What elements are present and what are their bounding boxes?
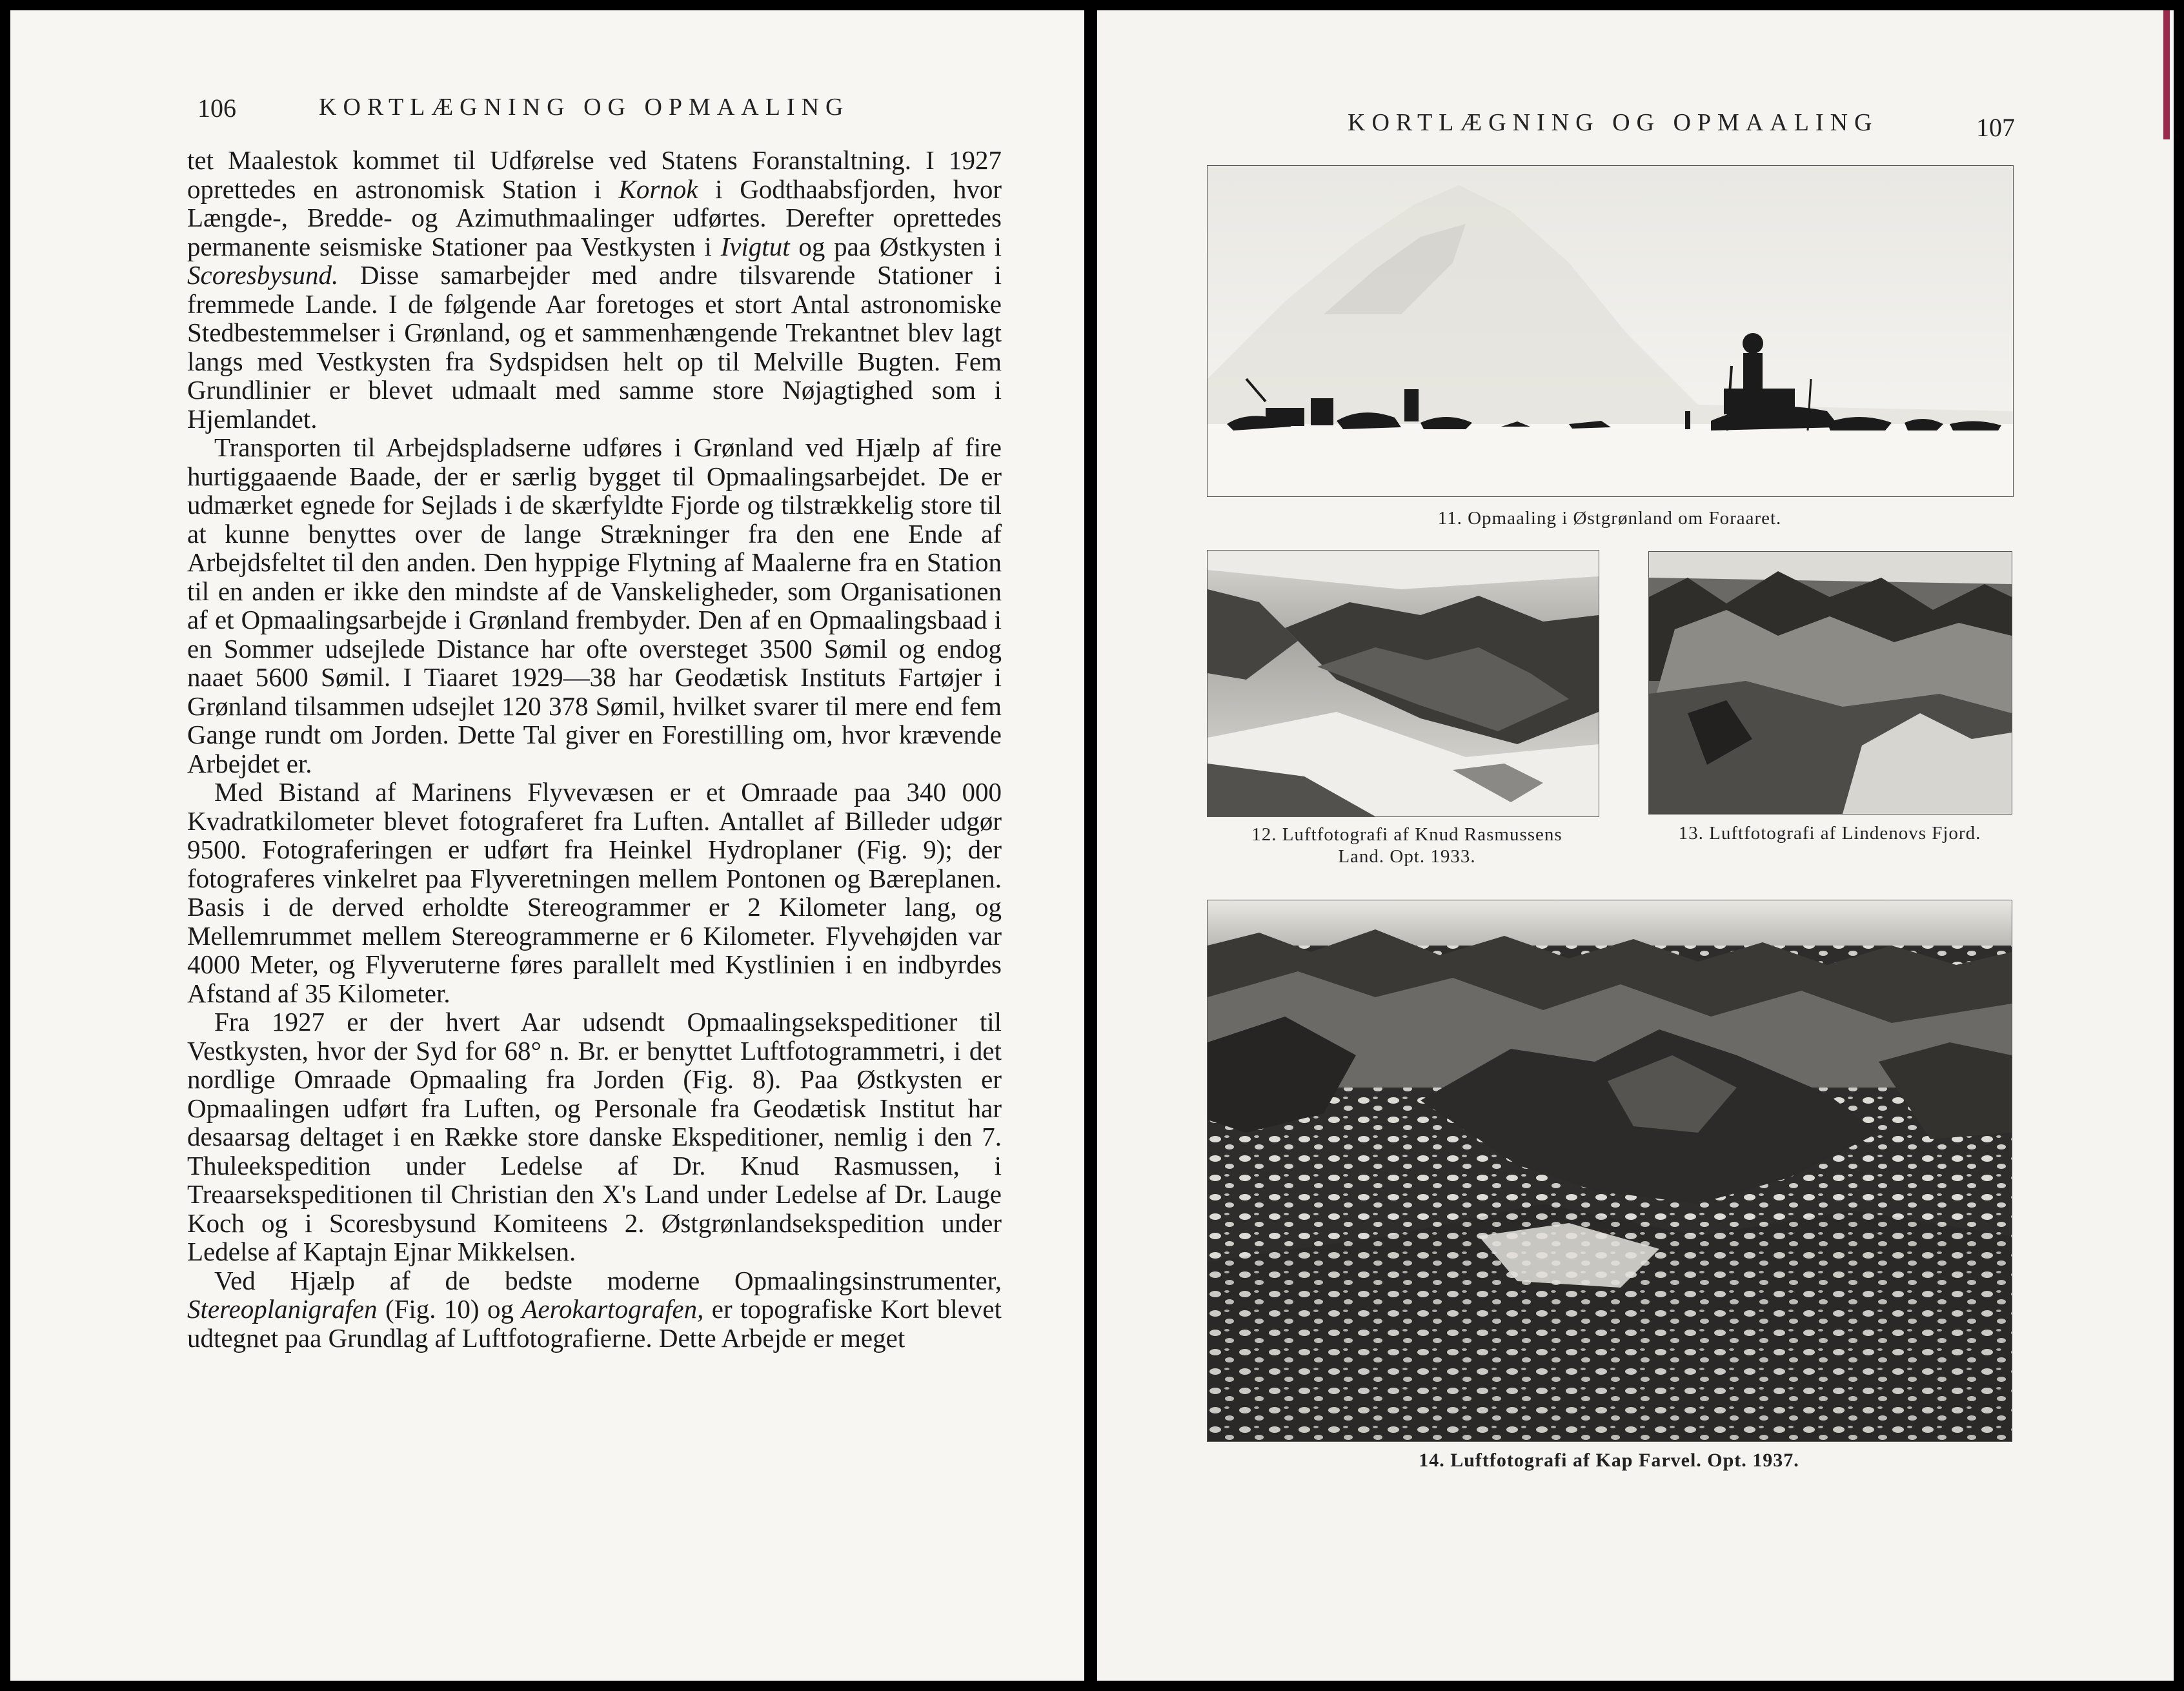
italic-term: Kornok bbox=[618, 174, 698, 204]
text-run: Transporten til Arbejdspladserne udføres i Grønland ved Hjælp af fire hurtiggaaende Baade, der er særlig bygget til Opmaalingsarbejdet. De er udmærket egnede for Sejlads i de skærfyldte Fjorde og tilstrækkelig store til at kunne benyttes over de lange Strækninger fra den ene Ende af Arbejdsfeltet til den anden. Den hyppige Flytning af Maalerne fra en Station til en anden er ikke den mindste af de Vanskeligheder, som Organisationen af et Opmaalingsarbejde i Grønland frembyder. Den af en Opmaalingsbaad i en Sommer udsejlede Distance har ofte oversteget 3500 Sømil og endog naaet 5600 Sømil. I Tiaaret 1929—38 har Geodætisk Instituts Fartøjer i Grønland tilsammen udsejlet 120 378 Sømil, hvilket svarer til mere end fem Gange rundt om Jorden. Dette Tal giver en Forestilling om, hvor krævende Arbejdet er. bbox=[187, 432, 1002, 778]
body-paragraph bbox=[187, 146, 1002, 433]
running-head: KORTLÆGNING OG OPMAALING bbox=[319, 94, 850, 121]
figure-12-photo bbox=[1207, 550, 1599, 817]
left-page bbox=[10, 10, 1084, 1681]
text-run: Fra 1927 er der hvert Aar udsendt Opmaalingsekspeditioner til Vestkysten, hvor der Syd for 68° n. Br. er benyttet Luftfotogrammetri, i det nordlige Omraade Opmaaling fra Jorden (Fig. 8). Paa Østkysten er Opmaalingen udført fra Luften, og Personale fra Geodætisk Institut har desaarsag deltaget i en Række store danske Ekspeditioner, nemlig i den 7. Thuleekspedition under Ledelse af Dr. Knud Rasmussen, i Treaarsekspeditionen til Christian den X's Land under Ledelse af Dr. Lauge Koch og i Scoresbysund Komiteens 2. Østgrønlandsekspedition under Ledelse af Kaptajn Ejnar Mikkelsen. bbox=[187, 1007, 1002, 1266]
text-run: og paa Østkysten i bbox=[789, 231, 1002, 261]
body-paragraph bbox=[187, 778, 1002, 1008]
page-number: 107 bbox=[1976, 113, 2015, 142]
text-run: er topografiske Kort blevet udtegnet paa Grundlag af Luftfotografierne. Dette Arbejde er meget bbox=[187, 1294, 1002, 1353]
text-run: tet Maalestok kommet til Udførelse ved Statens Foranstaltning. I 1927 oprettedes en astronomisk Station i bbox=[187, 145, 1002, 204]
body-paragraph bbox=[187, 1008, 1002, 1266]
text-run: Ved Hjælp af de bedste moderne Opmaalingsinstrumenter, bbox=[214, 1265, 1002, 1295]
figure-13-caption: 13. Luftfotografi af Lindenovs Fjord. bbox=[1678, 823, 1981, 844]
body-paragraph bbox=[187, 1266, 1002, 1353]
figure-11-photo bbox=[1207, 165, 2014, 497]
italic-term: Aerokartografen, bbox=[521, 1294, 704, 1324]
running-head: KORTLÆGNING OG OPMAALING bbox=[1348, 109, 1879, 136]
text-run: Med Bistand af Marinens Flyvevæsen er et Omraade paa 340 000 Kvadratkilometer blevet fotograferet fra Luften. Antallet af Billeder udgør 9500. Fotograferingen er udført fra Heinkel Hydroplaner (Fig. 9); der fotograferes vinkelret paa Flyveretningen mellem Pontonen og Bæreplanen. Basis i de derved erholdte Stereogrammer er 2 Kilometer lang, og Mellemrummet mellem Stereogrammerne er 6 Kilometer. Flyvehøjden var 4000 Meter, og Flyveruterne føres parallelt med Kystlinien i en indbyrdes Afstand af 35 Kilometer. bbox=[187, 777, 1002, 1008]
body-paragraph bbox=[187, 433, 1002, 778]
figure-13-photo bbox=[1648, 551, 2012, 815]
figure-11-caption: 11. Opmaaling i Østgrønland om Foraaret. bbox=[1437, 508, 1782, 529]
figure-14-photo bbox=[1207, 900, 2012, 1442]
text-run: (Fig. 10) og bbox=[377, 1294, 522, 1324]
page-number: 106 bbox=[197, 94, 236, 123]
text-run: i Godthaabsfjorden, hvor Længde-, Bredde- og Azimuthmaalinger udførtes. Derefter oprettedes permanente seismiske Stationer paa Vestkysten i bbox=[187, 174, 1002, 261]
page-edge-mark bbox=[2163, 10, 2170, 139]
italic-term: Ivigtut bbox=[720, 231, 790, 261]
figure-14-caption: 14. Luftfotografi af Kap Farvel. Opt. 1937. bbox=[1419, 1450, 1799, 1471]
right-page bbox=[1097, 10, 2174, 1681]
figure-12-caption: 12. Luftfotografi af Knud Rasmussens Land. Opt. 1933. bbox=[1251, 824, 1562, 867]
italic-term: Stereoplanigrafen bbox=[187, 1294, 378, 1324]
text-run: Disse samarbejder med andre tilsvarende Stationer i fremmede Lande. I de følgende Aar foretoges et stort Antal astronomiske Stedbestemmelser i Grønland, og et sammenhængende Trekantnet blev lagt langs med Vestkysten fra Sydspidsen helt op til Melville Bugten. Fem Grundlinier er blevet udmaalt med samme store Nøjagtighed som i Hjemlandet. bbox=[187, 260, 1002, 434]
italic-term: Scoresbysund. bbox=[187, 260, 339, 290]
body-text bbox=[187, 146, 1002, 1352]
